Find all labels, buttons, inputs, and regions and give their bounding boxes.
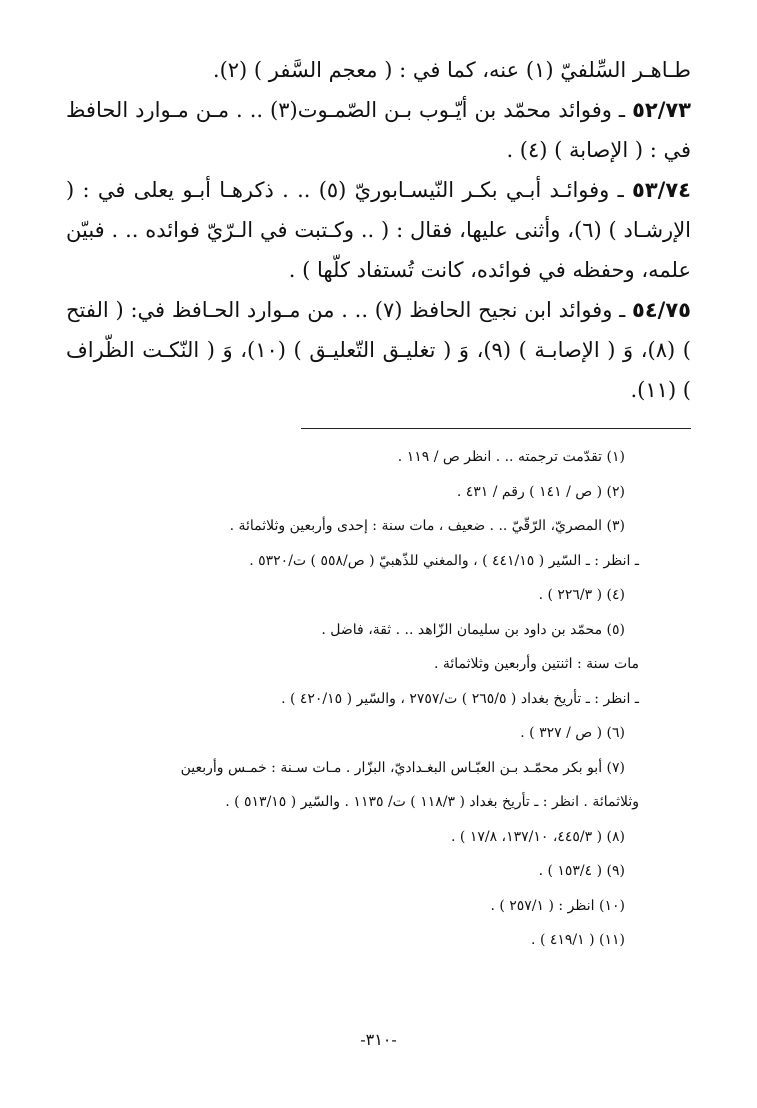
footnote-5-death: مات سنة : اثنتين وأربعين وثلاثمائة .	[433, 656, 639, 672]
entry-73	[66, 90, 691, 170]
footnote-1: (١) تقدّمت ترجمته .. . انظر ص / ١١٩ .	[397, 449, 625, 465]
footnote-4: (٤) ( ٢٢٦/٣ ) .	[538, 587, 625, 603]
entry-text: ـ وفوائـد أبـي بكـر النّيسـابوريّ (٥) .. . ذكرهـا أبـو يعلى في : ( الإرشـاد ) (٦)، وأثنى عليها، فقال : ( .. وكـتبت في الـرّيّ فوائده .. . فبيّن علمه، وحفظه في فوائده، كانت تُستفاد كلّها ) .	[66, 178, 692, 282]
footnote-8: (٨) ( ٤٤٥/٣، ١٣٧/١٠، ١٧/٨ ) .	[451, 828, 625, 845]
footnote-7-source: وثلاثمائة . انظر : ـ تأريخ بغداد ( ١١٨/٣ ) ت/ ١١٣٥ . والسّير ( ٥١٣/١٥ ) .	[225, 794, 639, 810]
entry-text: ـ وفوائد ابن نجيح الحافظ (٧) .. . من مـوارد الحـافظ في: ( الفتح ) (٨)، وَ ( الإصابـة ) (٩)، وَ ( تغليـق التّعليـق ) (١٠)، وَ ( النّكـت الظّراف ) (١١).	[66, 298, 691, 402]
entry-number: ٥٤/٧٥	[632, 298, 691, 322]
footnote-2: (٢) ( ص / ١٤١ ) رقم / ٤٣١ .	[456, 483, 625, 500]
footnote-7: (٧) أبو بكر محمّـد بـن العبّـاس البغـداديّ، البزّار . مـات سـنة : خمـس وأربعين	[180, 759, 625, 776]
entry-number: ٥٢/٧٣	[632, 98, 692, 122]
footnote-separator	[301, 428, 691, 429]
entry-74	[66, 170, 691, 290]
footnote-10: (١٠) انظر : ( ٢٥٧/١ ) .	[490, 897, 625, 914]
page-number: -٣١٠-	[360, 1030, 397, 1049]
main-text	[66, 50, 691, 410]
footnote-11: (١١) ( ٤١٩/١ ) .	[531, 932, 625, 948]
footnote-6: (٦) ( ص / ٣٢٧ ) .	[520, 725, 625, 741]
footnote-5-source: ـ انظر : ـ تأريخ بغداد ( ٢٦٥/٥ ) ت/٢٧٥٧ ، والسّير ( ٤٢٠/١٥ ) .	[281, 690, 639, 707]
footnote-3: (٣) المصريّ، الرّقّيّ .. . ضعيف ، مات سنة : إحدى وأربعين وثلاثمائة .	[229, 518, 625, 534]
entry-text: ـ وفوائد محمّد بن أيّـوب بـن الصّمـوت(٣) .. . مـن مـوارد الحافظ في : ( الإصابة ) (٤) .	[66, 98, 691, 162]
entry-number: ٥٣/٧٤	[632, 178, 691, 202]
footnotes	[70, 440, 639, 958]
paragraph-continuation: طـاهـر السِّلفيّ (١) عنه، كما في : ( معجم السَّفر ) (٢).	[212, 58, 691, 82]
footnote-5: (٥) محمّد بن داود بن سليمان الزّاهد .. . ثقة، فاضل .	[321, 621, 625, 638]
entry-75	[66, 290, 691, 410]
footnote-9: (٩) ( ١٥٣/٤ ) .	[538, 863, 625, 879]
footnote-3-source: ـ انظر : ـ السّير ( ٤٤١/١٥ ) ، والمغني للذّهبيّ ( ص/٥٥٨ ) ت/٥٣٢٠ .	[249, 552, 639, 569]
